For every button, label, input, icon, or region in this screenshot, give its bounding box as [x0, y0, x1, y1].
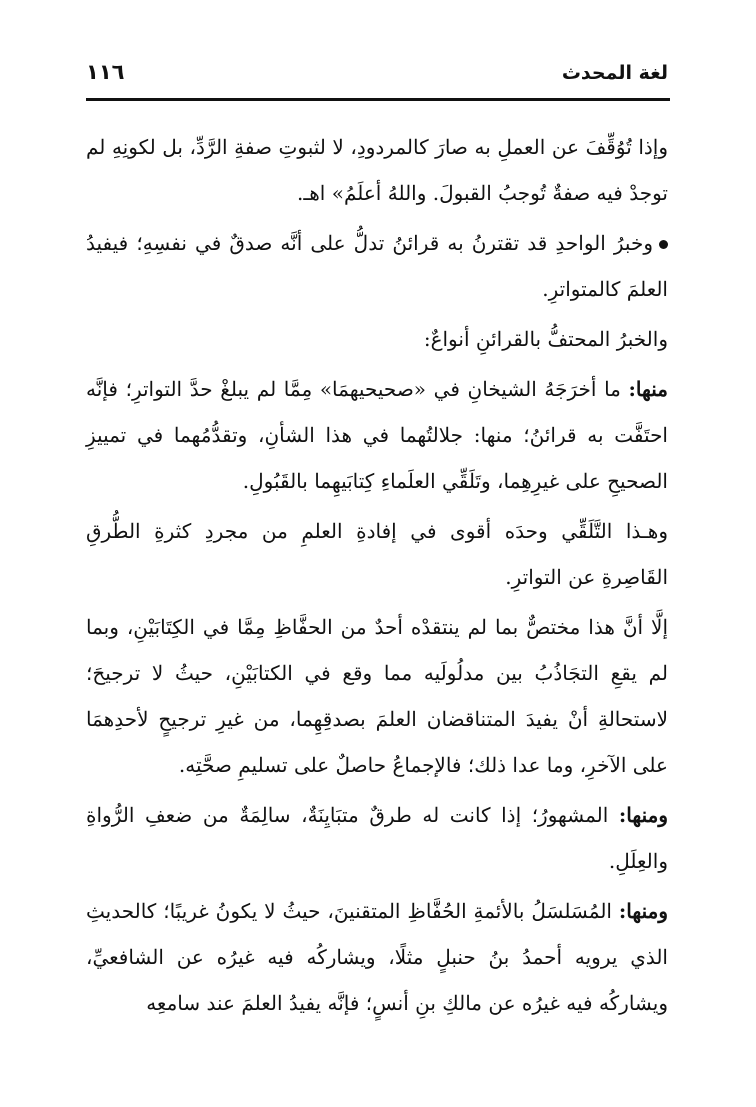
page-body	[86, 124, 668, 1030]
paragraph	[86, 792, 668, 884]
paragraph-lead: منها:	[628, 377, 668, 401]
paragraph-text: وخبرُ الواحدِ قد تقترنُ به قرائنُ تدلُّ على أنَّه صدقٌ في نفسِهِ؛ فيفيدُ العلمَ كالمتواترِ.	[86, 231, 668, 301]
paragraph-lead: ومنها:	[618, 899, 668, 923]
paragraph-lead: ومنها:	[618, 803, 668, 827]
paragraph	[86, 366, 668, 504]
running-header	[86, 60, 668, 96]
page-number: ١١٦	[86, 60, 125, 84]
paragraph-text: وهـذا التَّلَقِّي وحدَه أقوى في إفادةِ العلمِ من مجردِ كثرةِ الطُّرقِ القَاصِرةِ عن التواترِ.	[86, 519, 668, 589]
header-divider	[86, 98, 670, 101]
paragraph-text: المشهورُ؛ إذا كانت له طرقٌ متبَايِنَةٌ، سالِمَةٌ من ضعفِ الرُّواةِ والعِلَلِ.	[86, 803, 668, 873]
paragraph	[86, 888, 668, 1026]
book-title: لغة المحدث	[561, 62, 668, 84]
paragraph	[86, 124, 668, 216]
paragraph	[86, 604, 668, 788]
paragraph-text: وإذا تُوُقِّفَ عن العملِ به صارَ كالمردودِ، لا لثبوتِ صفةِ الرَّدِّ، بل لكونِهِ لم توجدْ فيه صفةٌ تُوجبُ القبولَ. واللهُ أعلَمُ» اهـ.	[86, 135, 668, 205]
paragraph-text: إلَّا أنَّ هذا مختصٌّ بما لم ينتقدْه أحدٌ من الحفَّاظِ مِمَّا في الكِتَابَيْنِ، وبما لم يقعِ التجَاذُبُ بين مدلُولَيه مما وقع في الكتابَيْنِ، حيثُ لا ترجيحَ؛ لاستحالةِ أنْ يفيدَ المتناقضان العلمَ بصدقِهِما، من غيرِ ترجيحٍ لأحدِهمَا على الآخرِ، وما عدا ذلك؛ فالإجماعُ حاصلٌ على تسليمِ صحَّتِه.	[86, 615, 668, 777]
paragraph-text: ما أخرَجَهُ الشيخانِ في «صحيحيهمَا» مِمَّا لم يبلغْ حدَّ التواترِ؛ فإنَّه احتَفَّت به قرائنُ؛ منها: جلالتُهما في هذا الشأنِ، وتقدُّمُهما في تمييزِ الصحيحِ على غيرِهِما، وتَلَقِّي العلَماءِ كِتابَيهِما بالقَبُولِ.	[86, 377, 668, 493]
paragraph	[86, 508, 668, 600]
bullet-icon	[659, 240, 668, 249]
paragraph-text: المُسَلسَلُ بالأئمةِ الحُفَّاظِ المتقنينَ، حيثُ لا يكونُ غريبًا؛ كالحديثِ الذي يرويه أحمدُ بنُ حنبلٍ مثلًا، ويشاركُه فيه غيرُه عن الشافعيِّ، ويشاركُه فيه غيرُه عن مالكِ بنِ أنسٍ؛ فإنَّه يفيدُ العلمَ عند سامعِه	[86, 899, 668, 1015]
paragraph-text: والخبرُ المحتفُّ بالقرائنِ أنواعٌ:	[423, 327, 668, 351]
paragraph	[86, 316, 668, 362]
paragraph	[86, 220, 668, 312]
